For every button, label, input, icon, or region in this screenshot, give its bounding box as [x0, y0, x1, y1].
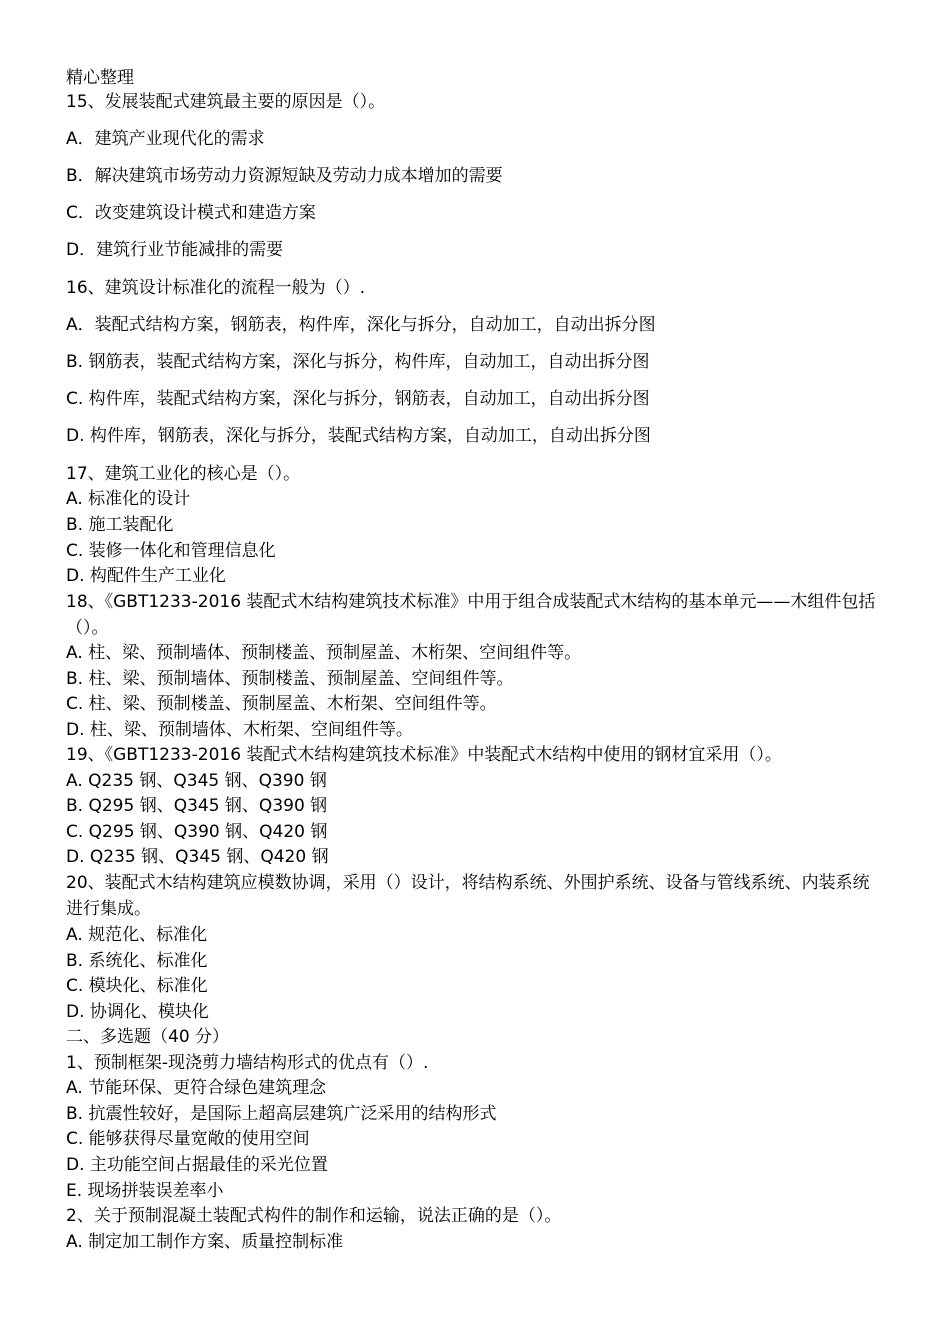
- q17-option-c: C. 装修一体化和管理信息化: [66, 541, 276, 561]
- q19-option-c: C. Q295 钢、Q390 钢、Q420 钢: [66, 822, 328, 842]
- page-header: 精心整理: [66, 68, 134, 88]
- m1-option-d: D. 主功能空间占据最佳的采光位置: [66, 1155, 328, 1175]
- q15-option-a: A．建筑产业现代化的需求: [66, 129, 265, 149]
- q16-option-d: D. 构件库，钢筋表，深化与拆分，装配式结构方案，自动加工，自动出拆分图: [66, 426, 651, 446]
- m1-stem: 1、预制框架-现浇剪力墙结构形式的优点有（）.: [66, 1053, 429, 1073]
- q15-option-c: C．改变建筑设计模式和建造方案: [66, 203, 316, 223]
- q19-stem: 19、《GBT1233-2016 装配式木结构建筑技术标准》中装配式木结构中使用的钢材宜采用（）。: [66, 745, 782, 765]
- section-heading-multiple-choice: 二、多选题（40 分）: [66, 1027, 230, 1047]
- q17-stem: 17、建筑工业化的核心是（）。: [66, 464, 301, 484]
- q19-option-a: A. Q235 钢、Q345 钢、Q390 钢: [66, 771, 327, 791]
- m1-option-a: A. 节能环保、更符合绿色建筑理念: [66, 1078, 327, 1098]
- q20-option-d: D. 协调化、模块化: [66, 1002, 209, 1022]
- q15-stem: 15、发展装配式建筑最主要的原因是（）。: [66, 92, 386, 112]
- q15-option-b: B．解决建筑市场劳动力资源短缺及劳动力成本增加的需要: [66, 166, 503, 186]
- q18-option-b: B. 柱、梁、预制墙体、预制楼盖、预制屋盖、空间组件等。: [66, 669, 514, 689]
- m2-stem: 2、关于预制混凝土装配式构件的制作和运输，说法正确的是（）。: [66, 1206, 562, 1226]
- q17-option-d: D. 构配件生产工业化: [66, 566, 226, 586]
- q18-option-a: A. 柱、梁、预制墙体、预制楼盖、预制屋盖、木桁架、空间组件等。: [66, 643, 582, 663]
- q18-option-c: C. 柱、梁、预制楼盖、预制屋盖、木桁架、空间组件等。: [66, 694, 497, 714]
- q16-option-b: B. 钢筋表，装配式结构方案，深化与拆分，构件库，自动加工，自动出拆分图: [66, 352, 650, 372]
- m2-option-a: A. 制定加工制作方案、质量控制标准: [66, 1232, 344, 1252]
- q17-option-a: A. 标准化的设计: [66, 489, 191, 509]
- q19-option-d: D. Q235 钢、Q345 钢、Q420 钢: [66, 847, 329, 867]
- q18-option-d: D. 柱、梁、预制墙体、木桁架、空间组件等。: [66, 720, 413, 740]
- m1-option-c: C. 能够获得尽量宽敞的使用空间: [66, 1129, 310, 1149]
- q18-stem: 18、《GBT1233-2016 装配式木结构建筑技术标准》中用于组合成装配式木结构的基本单元——木组件包括（）。: [66, 592, 876, 638]
- q15-option-d: D．建筑行业节能减排的需要: [66, 240, 284, 260]
- q20-option-c: C. 模块化、标准化: [66, 976, 208, 996]
- m1-option-b: B. 抗震性较好，是国际上超高层建筑广泛采用的结构形式: [66, 1104, 497, 1124]
- q20-option-a: A. 规范化、标准化: [66, 925, 208, 945]
- q19-option-b: B. Q295 钢、Q345 钢、Q390 钢: [66, 796, 328, 816]
- q17-option-b: B. 施工装配化: [66, 515, 174, 535]
- q20-stem: 20、装配式木结构建筑应模数协调，采用（）设计，将结构系统、外围护系统、设备与管线系统、内装系统进行集成。: [66, 873, 870, 919]
- q16-stem: 16、建筑设计标准化的流程一般为（）.: [66, 278, 366, 298]
- q16-option-c: C. 构件库，装配式结构方案，深化与拆分，钢筋表，自动加工，自动出拆分图: [66, 389, 650, 409]
- q20-option-b: B. 系统化、标准化: [66, 951, 208, 971]
- m1-option-e: E. 现场拼装误差率小: [66, 1181, 224, 1201]
- q16-option-a: A．装配式结构方案，钢筋表，构件库，深化与拆分，自动加工，自动出拆分图: [66, 315, 656, 335]
